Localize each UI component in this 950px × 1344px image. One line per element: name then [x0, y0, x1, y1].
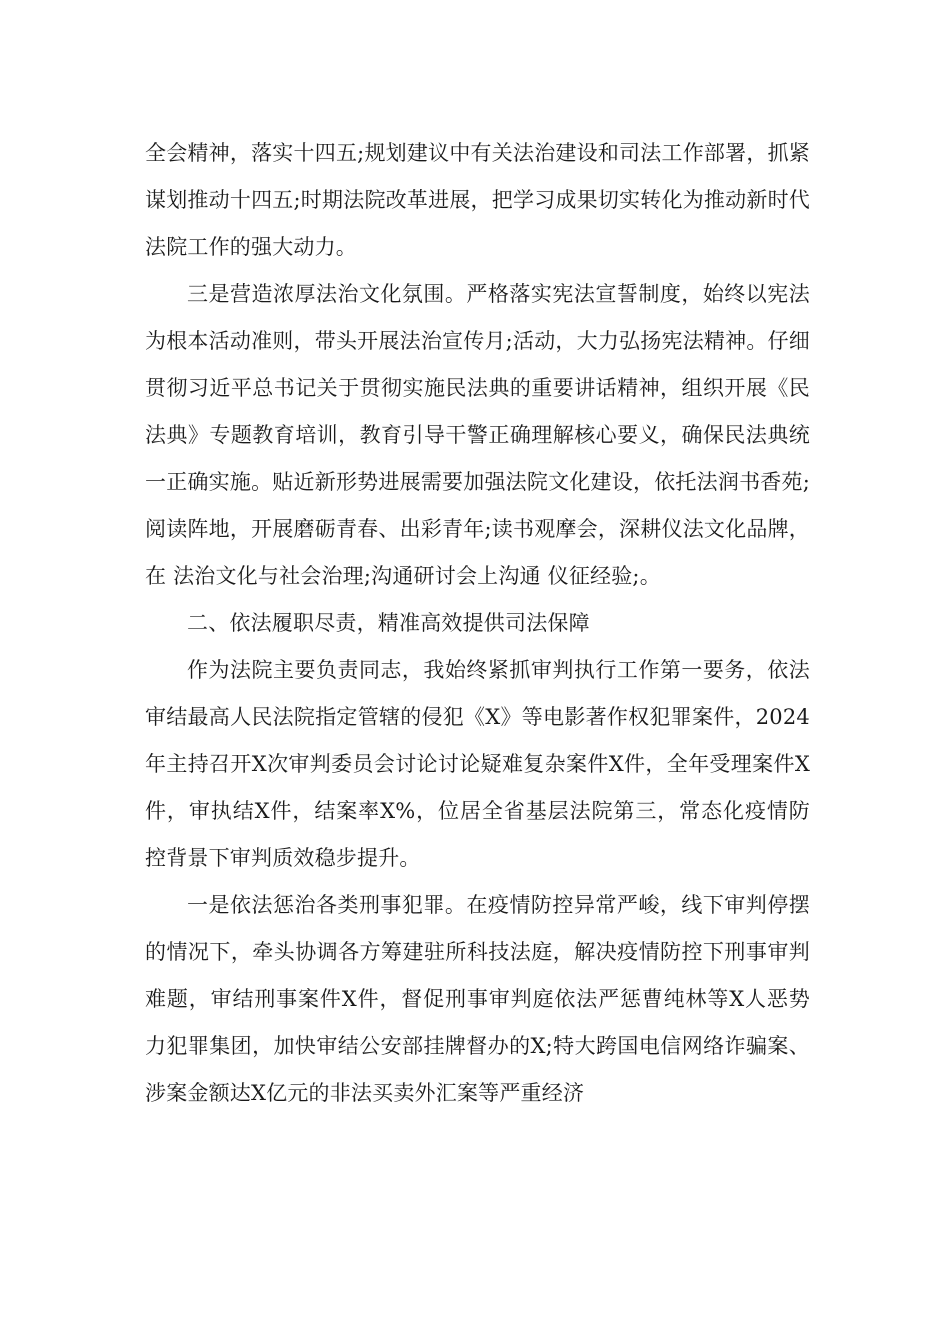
paragraph-legal-culture: 三是营造浓厚法治文化氛围。严格落实宪法宣誓制度，始终以宪法为根本活动准则，带头开展法治宣传月;活动，大力弘扬宪法精神。仔细贯彻习近平总书记关于贯彻实施民法典的重要讲话精神，组织开展《民法典》专题教育培训，教育引导干警正确理解核心要义，确保民法典统一正确实施。贴近新形势进展需要加强法院文化建设，依托法润书香苑;阅读阵地，开展磨砺青春、出彩青年;读书观摩会，深耕仪法文化品牌，在 法治文化与社会治理;沟通研讨会上沟通 仪征经验;。 — [145, 282, 810, 588]
section-heading: 二、依法履职尽责，精准高效提供司法保障 — [187, 611, 590, 635]
document-body — [145, 130, 810, 1117]
paragraph-criminal-cases: 一是依法惩治各类刑事犯罪。在疫情防控异常严峻，线下审判停摆的情况下，牵头协调各方筹建驻所科技法庭，解决疫情防控下刑事审判难题，审结刑事案件X件，督促刑事审判庭依法严惩曹纯林等X人恶势力犯罪集团，加快审结公安部挂牌督办的X;特大跨国电信网络诈骗案、涉案金额达X亿元的非法买卖外汇案等严重经济 — [145, 893, 810, 1105]
paragraph-trial-work: 作为法院主要负责同志，我始终紧抓审判执行工作第一要务，依法审结最高人民法院指定管辖的侵犯《X》等电影著作权犯罪案件，2024年主持召开X次审判委员会讨论讨论疑难复杂案件X件，全年受理案件X件，审执结X件，结案率X%，位居全省基层法院第三，常态化疫情防控背景下审判质效稳步提升。 — [145, 658, 810, 870]
paragraph-continuation: 全会精神，落实十四五;规划建议中有关法治建设和司法工作部署，抓紧谋划推动十四五;时期法院改革进展，把学习成果切实转化为推动新时代法院工作的强大动力。 — [145, 141, 810, 259]
